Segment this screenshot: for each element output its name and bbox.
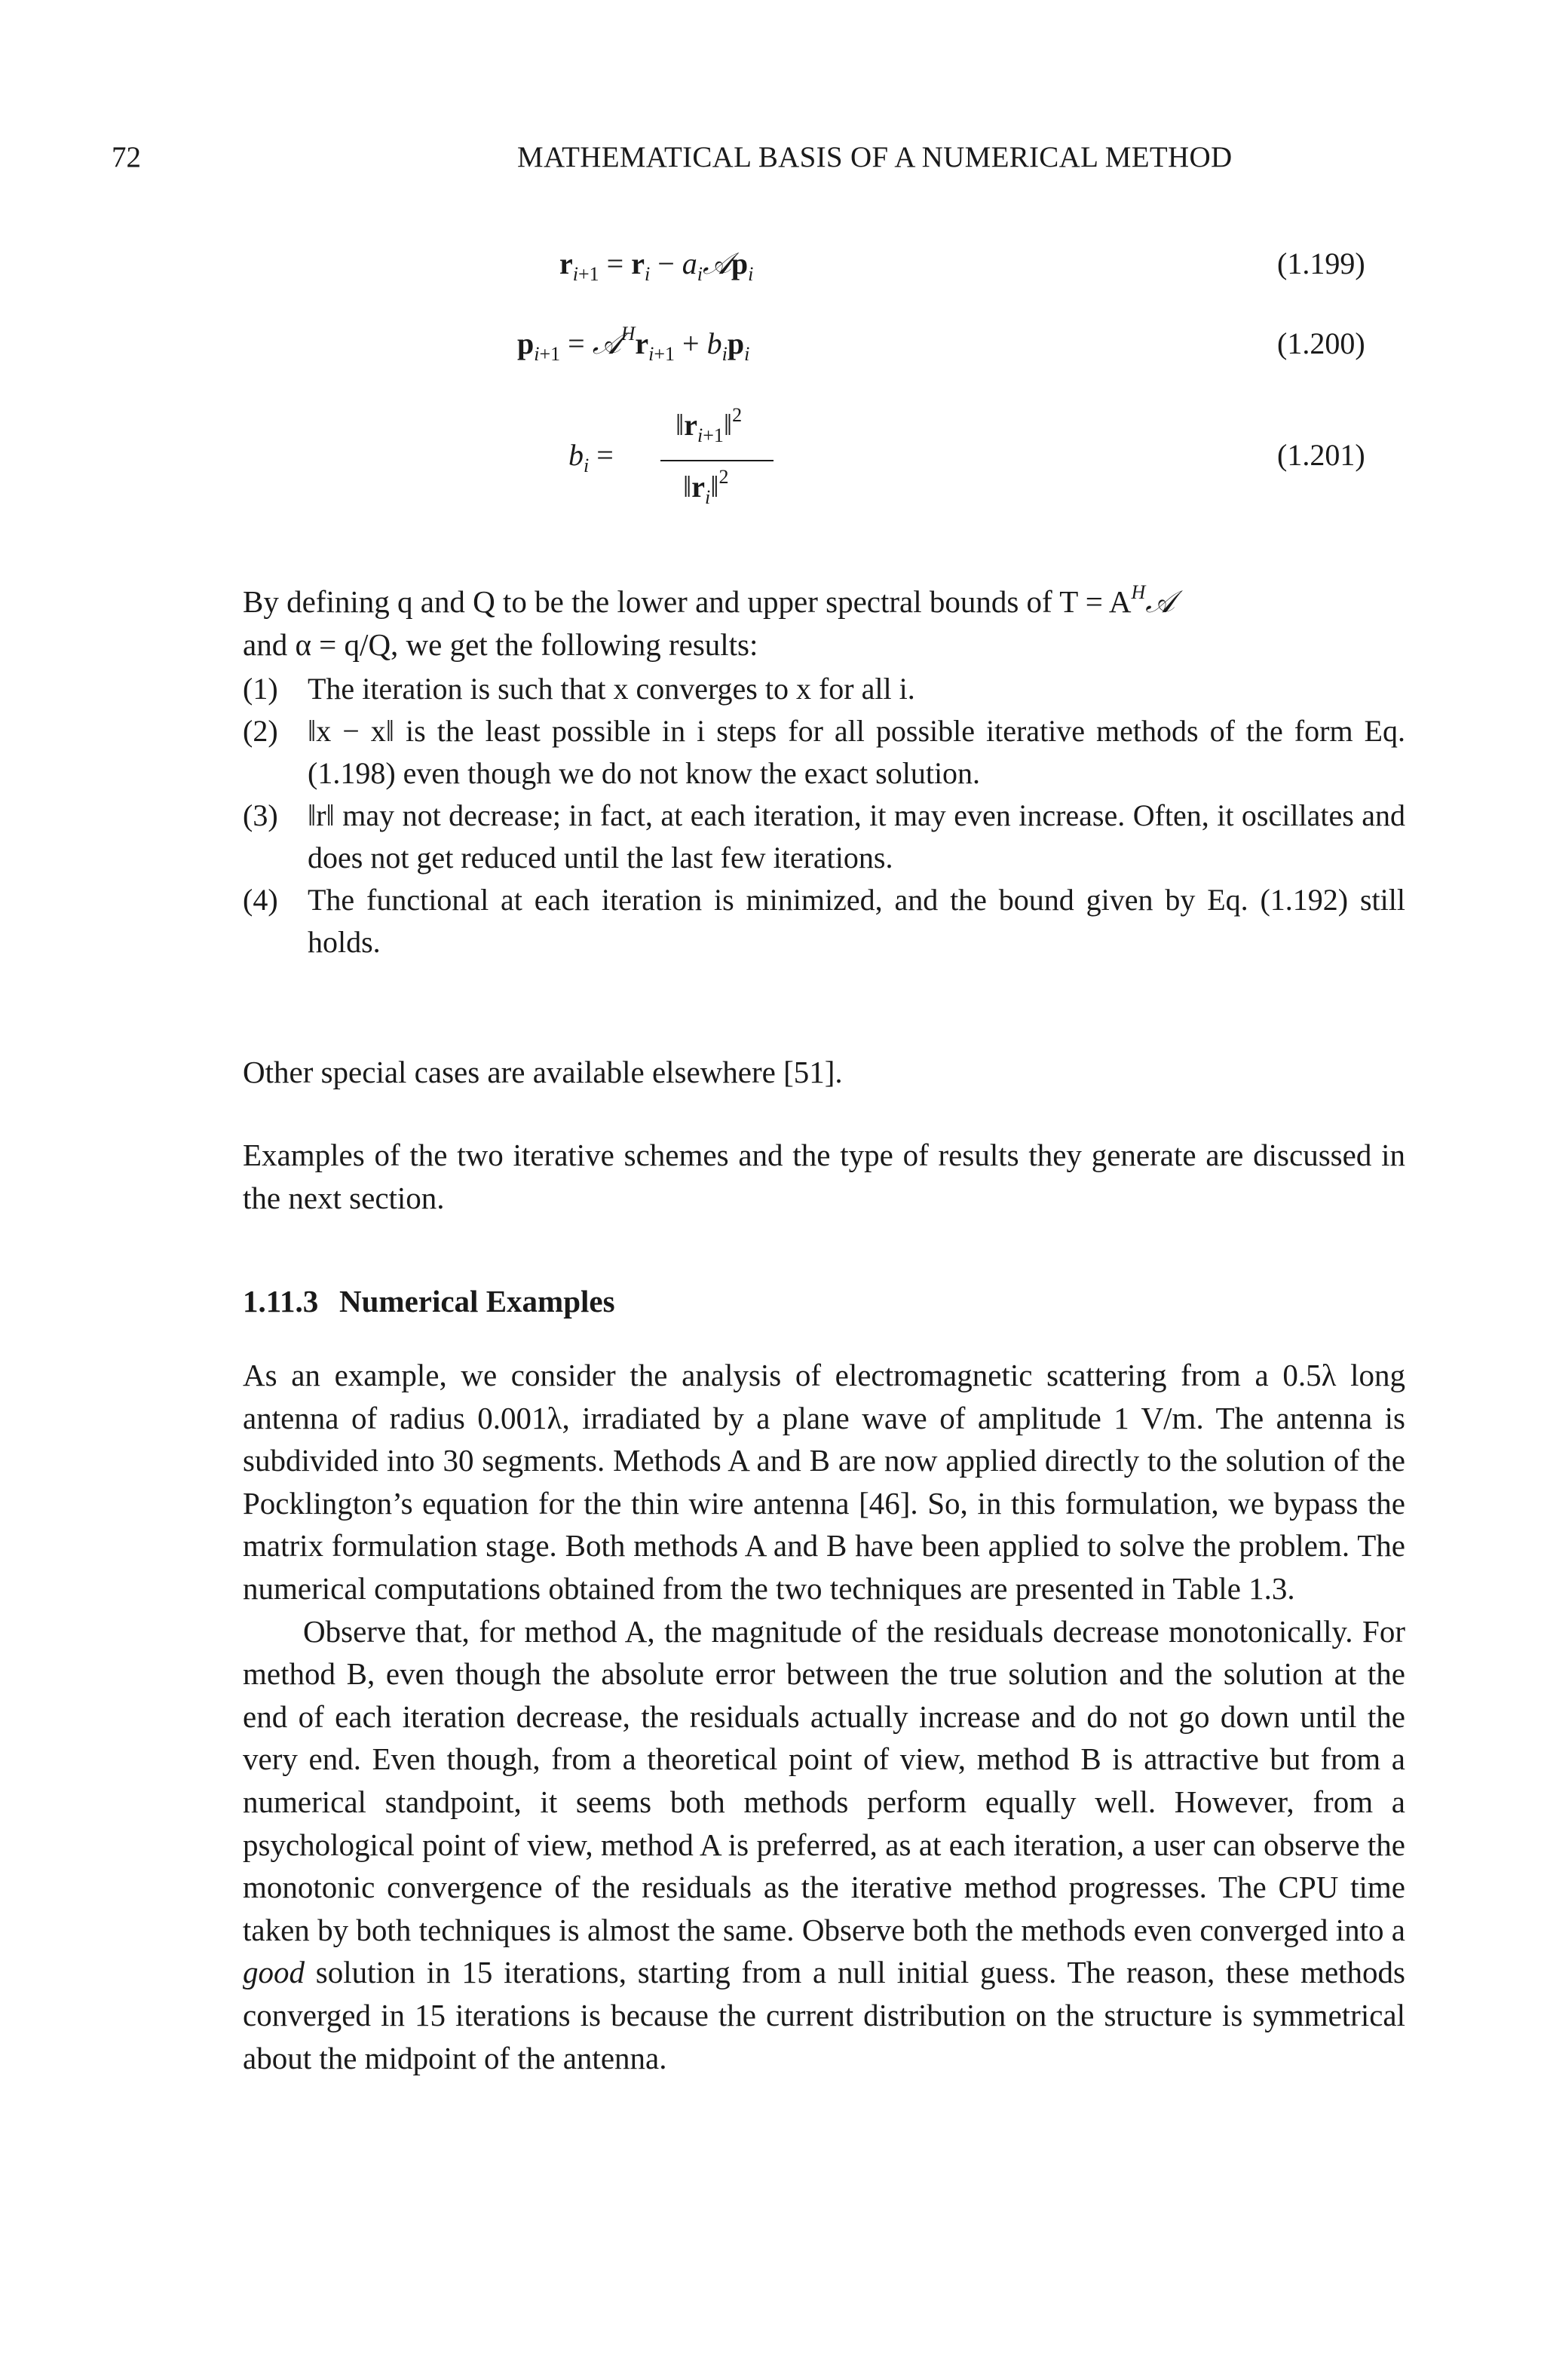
examples-intro-paragraph: Examples of the two iterative schemes and the type of results they generate are discussed in the next section.: [243, 1138, 1405, 1215]
list-item: (3) ‖r‖ may not decrease; in fact, at each iteration, it may even increase. Often, it oscillates and does not get reduced until the last few iterations.: [243, 798, 1405, 875]
definition-paragraph: By defining q and Q to be the lower and upper spectral bounds of $T = A^H𝒜$ and α = q/Q, we get the following results:: [243, 581, 1175, 662]
list-item: (2) ‖x − x‖ is the least possible in i steps for all possible iterative methods of the form Eq. (1.198) even though we do not know the exact solution.: [243, 714, 1405, 790]
section-title: Numerical Examples: [339, 1284, 615, 1319]
equation-1-201-lhs: $b_i$ =: [568, 438, 614, 476]
equation-number: (1.200): [1277, 326, 1365, 360]
equation-1-200: $p_{i+1}$ = $𝒜^Hr_{i+1} + b_ip_i$: [517, 323, 750, 365]
equation-number: (1.199): [1277, 247, 1365, 280]
body-paragraph-2: Observe that, for method A, the magnitude of the residuals decrease monotonically. For method B, even though the absolute error between the true solution and the solution at the end of each iteration decrease, the residuals actually increase and do not go down until the very end. Even though, from a theoretical point of view, method B is attractive but from a numerical standpoint, it seems both methods perform equally well. However, from a psychological point of view, method A is preferred, as at each iteration, a user can observe the monotonic convergence of the residuals as the iterative method progresses. The CPU time taken by both techniques is almost the same. Observe both the methods even converged into a: [243, 1613, 1405, 1947]
definition-line-1: By defining q and Q to be the lower and upper spectral bounds of T = A: [243, 584, 1132, 619]
equation-1-201-denominator: $‖r_i‖^2$: [683, 466, 729, 508]
page-number: 72: [112, 141, 141, 173]
fraction-bar: [660, 460, 774, 461]
emphasis-word: good: [243, 1955, 305, 1990]
equation-1-201-numerator: $‖r_{i+1}‖^2$: [676, 404, 743, 446]
body-text: [243, 1354, 1405, 2079]
list-item: (4) The functional at each iteration is minimized, and the bound given by Eq. (1.192) still holds.: [243, 883, 1405, 959]
running-title: MATHEMATICAL BASIS OF A NUMERICAL METHOD: [517, 141, 1233, 173]
equation-1-199: $r_{i+1} = r_i$ − $a_i𝒜p_i$: [559, 247, 754, 285]
section-heading: [243, 1283, 615, 1319]
section-number: 1.11.3: [243, 1284, 319, 1319]
body-paragraph-2-end: solution in 15 iterations, starting from a null initial guess. The reason, these methods converged in 15 iterations is because the current distribution on the structure is symmetrical about the midpoint of the antenna.: [243, 1955, 1405, 2075]
body-paragraph-1: As an example, we consider the analysis of electromagnetic scattering from a 0.5λ long antenna of radius 0.001λ, irradiated by a plane wave of amplitude 1 V/m. The antenna is subdivided into 30 segments. Methods A and B are now applied directly to the solution of the Pocklington’s equation for the thin wire antenna [46]. So, in this formulation, we bypass the matrix formulation stage. Both methods A and B have been applied to solve the problem. The numerical computations obtained from the two techniques are presented in Table 1.3.: [243, 1358, 1405, 1606]
list-item: (1) The iteration is such that x converges to x for all i.: [243, 672, 915, 706]
definition-line-2: and α = q/Q, we get the following results:: [243, 627, 758, 662]
other-cases-paragraph: Other special cases are available elsewhere [51].: [243, 1055, 843, 1089]
equation-number: (1.201): [1277, 438, 1365, 472]
results-list: [243, 668, 1405, 963]
